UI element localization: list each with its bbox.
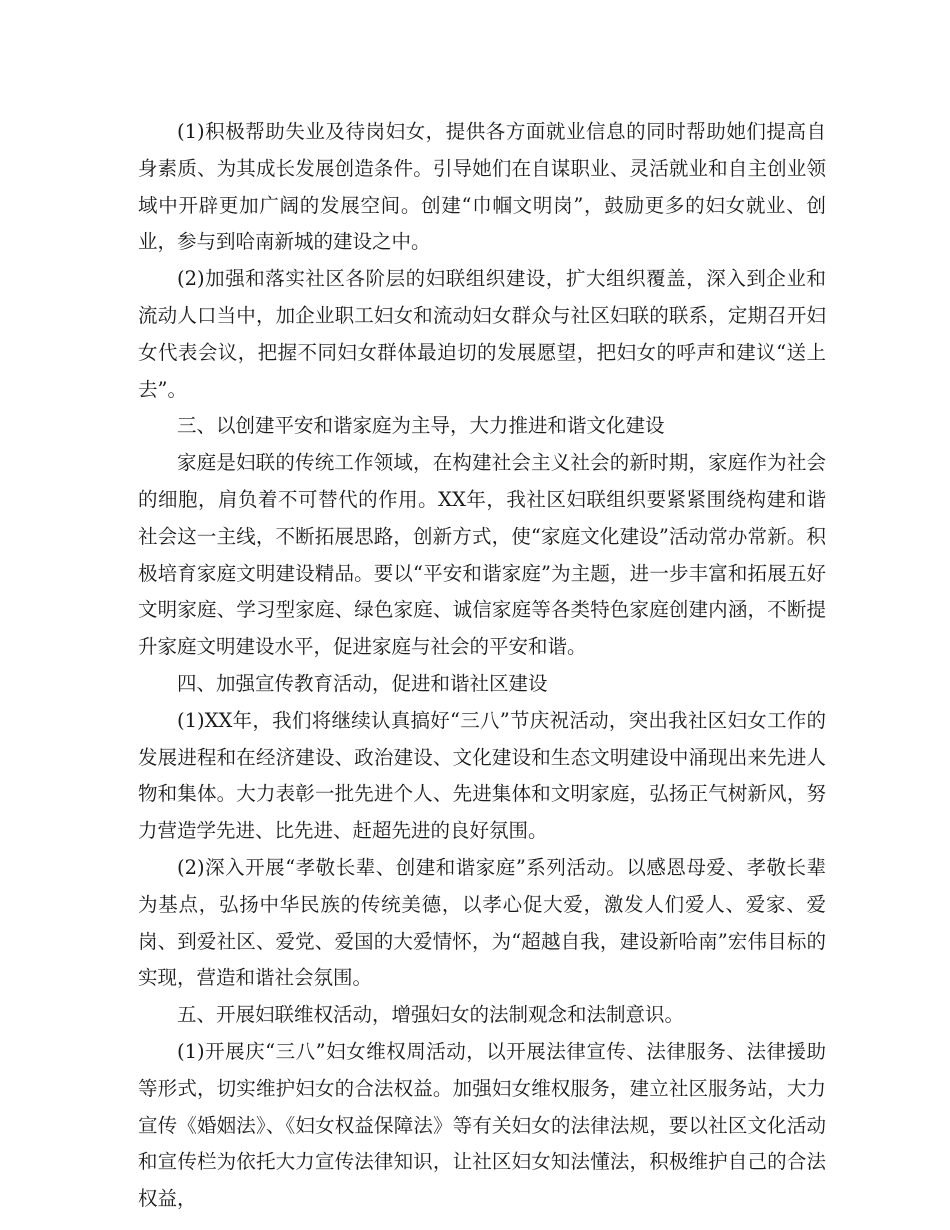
paragraph-filial-piety-activity: (2)深入开展“孝敬长辈、创建和谐家庭”系列活动。以感恩母爱、孝敬长辈为基点，弘扬中华民族的传统美德，以孝心促大爱，激发人们爱人、爱家、爱岗、到爱社区、爱党、爱国的大爱情怀，为“超越自我，建设新哈南”宏伟目标的实现，营造和谐社会氛围。 — [138, 855, 826, 990]
document-body — [138, 114, 826, 1218]
section-heading-publicity-education: 四、加强宣传教育活动，促进和谐社区建设 — [177, 671, 548, 695]
paragraph-family-culture: 家庭是妇联的传统工作领域，在构建社会主义社会的新时期，家庭作为社会的细胞，肩负着不可替代的作用。XX年，我社区妇联组织要紧紧围绕构建和谐社会这一主线，不断拓展思路，创新方式，使“家庭文化建设”活动常办常新。积极培育家庭文明建设精品。要以“平安和谐家庭”为主题，进一步丰富和拓展五好文明家庭、学习型家庭、绿色家庭、诚信家庭等各类特色家庭创建内涵，不断提升家庭文明建设水平，促进家庭与社会的平安和谐。 — [138, 451, 826, 659]
paragraph-rights-week: (1)开展庆“三八”妇女维权周活动，以开展法律宣传、法律服务、法律援助等形式，切实维护妇女的合法权益。加强妇女维权服务，建立社区服务站，大力宣传《婚姻法》、《妇女权益保障法》等有关妇女的法律法规，要以社区文化活动和宣传栏为依托大力宣传法律知识，让社区妇女知法懂法，积极维护自己的合法权益， — [138, 1039, 826, 1211]
section-heading-harmonious-family: 三、以创建平安和谐家庭为主导，大力推进和谐文化建设 — [177, 414, 665, 438]
section-heading-rights-protection: 五、开展妇联维权活动，增强妇女的法制观念和法制意识。 — [177, 1003, 685, 1027]
paragraph-womens-day-celebration: (1)XX年，我们将继续认真搞好“三八”节庆祝活动，突出我社区妇女工作的发展进程和在经济建设、政治建设、文化建设和生态文明建设中涌现出来先进人物和集体。大力表彰一批先进个人、先进集体和文明家庭，弘扬正气树新风，努力营造学先进、比先进、赶超先进的良好氛围。 — [138, 708, 826, 843]
paragraph-employment-support: (1)积极帮助失业及待岗妇女，提供各方面就业信息的同时帮助她们提高自身素质、为其成长发展创造条件。引导她们在自谋职业、灵活就业和自主创业领域中开辟更加广阔的发展空间。创建“巾帼文明岗”，鼓励更多的妇女就业、创业，参与到哈南新城的建设之中。 — [138, 120, 826, 254]
paragraph-organization-building: (2)加强和落实社区各阶层的妇联组织建设，扩大组织覆盖，深入到企业和流动人口当中，加企业职工妇女和流动妇女群众与社区妇联的联系，定期召开妇女代表会议，把握不同妇女群体最迫切的发展愿望，把妇女的呼声和建议“送上去”。 — [138, 267, 826, 401]
